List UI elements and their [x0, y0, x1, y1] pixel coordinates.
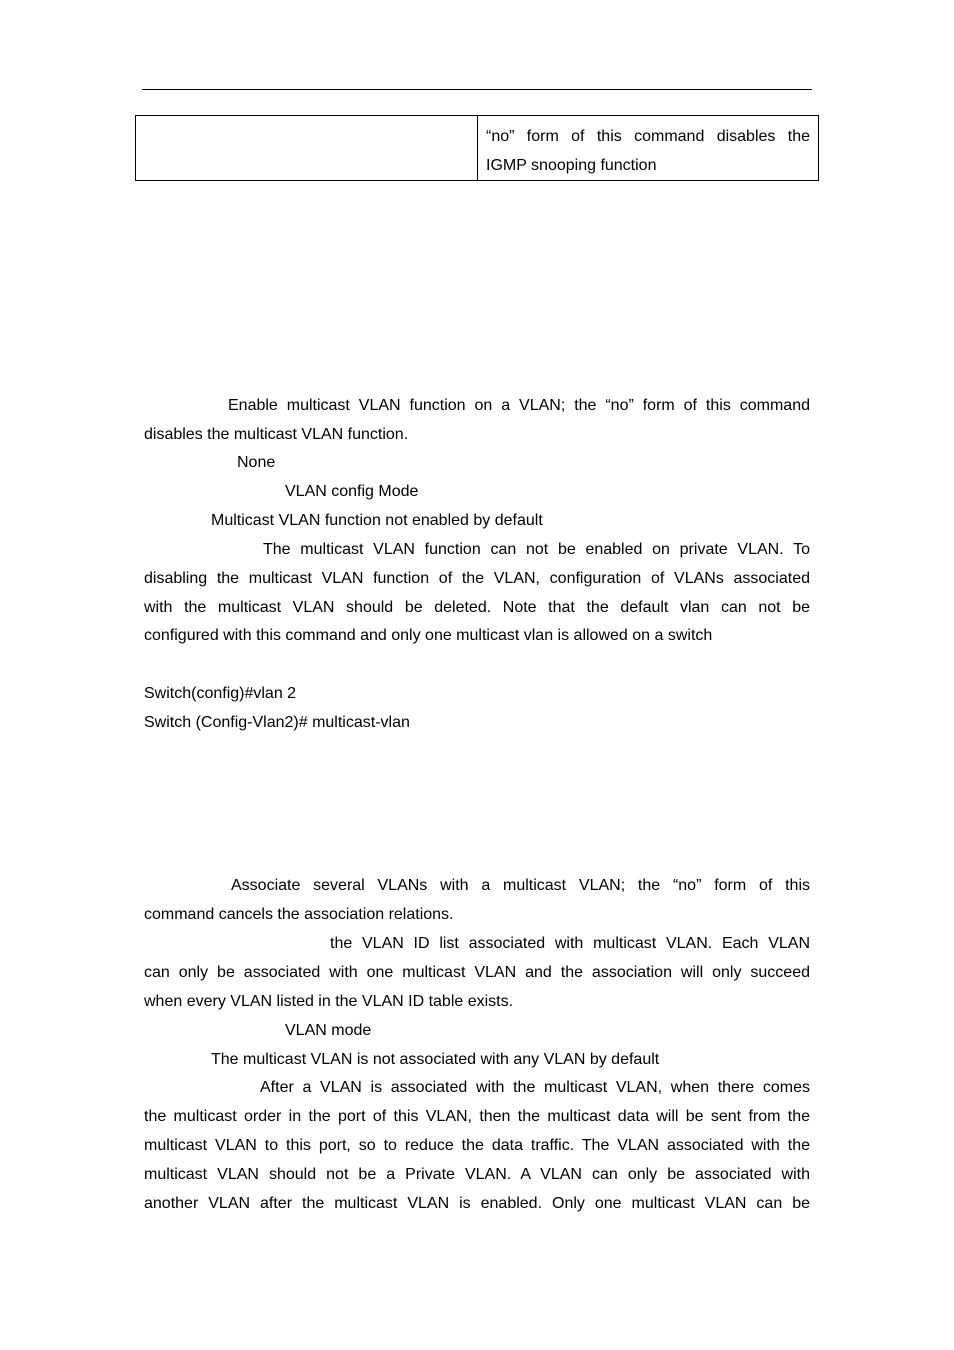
s2-description-line2: command cancels the association relations.	[144, 906, 454, 923]
s1-example-line2: Switch (Config-Vlan2)# multicast-vlan	[144, 714, 410, 731]
s1-default: Multicast VLAN function not enabled by default	[211, 512, 543, 529]
table-row	[136, 116, 819, 181]
header-rule	[142, 89, 812, 90]
s1-description-line1: Enable multicast VLAN function on a VLAN; the “no” form of this command	[228, 397, 810, 414]
s2-usage-line4: multicast VLAN should not be a Private VLAN. A VLAN can only be associated with	[144, 1166, 810, 1183]
s2-usage-line5: another VLAN after the multicast VLAN is enabled. Only one multicast VLAN can be	[144, 1195, 810, 1212]
s1-example-line1: Switch(config)#vlan 2	[144, 685, 297, 702]
s1-usage-line3: with the multicast VLAN should be deleted. Note that the default vlan can not be	[144, 599, 810, 616]
s1-parameter: None	[237, 454, 276, 471]
table-cell-left	[136, 116, 478, 181]
continuation-table	[135, 115, 819, 181]
s2-parameter-line3: when every VLAN listed in the VLAN ID table exists.	[144, 993, 514, 1010]
s2-parameter-line1: the VLAN ID list associated with multicast VLAN. Each VLAN	[330, 935, 810, 952]
s2-parameter-line2: can only be associated with one multicast VLAN and the association will only succeed	[144, 964, 810, 981]
s2-command-mode: VLAN mode	[285, 1022, 372, 1039]
table-cell-right	[478, 116, 819, 181]
s1-description-line2: disables the multicast VLAN function.	[144, 426, 409, 443]
s2-description-line1: Associate several VLANs with a multicast VLAN; the “no” form of this	[231, 877, 810, 894]
s2-default: The multicast VLAN is not associated with any VLAN by default	[211, 1051, 660, 1068]
table-cell-text-line2: IGMP snooping function	[486, 157, 657, 174]
table-cell-text-line1: “no” form of this command disables the	[486, 128, 810, 145]
s1-usage-line4: configured with this command and only one multicast vlan is allowed on a switch	[144, 627, 713, 644]
s1-command-mode: VLAN config Mode	[285, 483, 419, 500]
s1-usage-line1: The multicast VLAN function can not be enabled on private VLAN. To	[263, 541, 810, 558]
s1-usage-line2: disabling the multicast VLAN function of the VLAN, configuration of VLANs associated	[144, 570, 810, 587]
s2-usage-line1: After a VLAN is associated with the multicast VLAN, when there comes	[260, 1079, 810, 1096]
s2-usage-line2: the multicast order in the port of this VLAN, then the multicast data will be sent from the	[144, 1108, 810, 1125]
s2-usage-line3: multicast VLAN to this port, so to reduce the data traffic. The VLAN associated with the	[144, 1137, 810, 1154]
